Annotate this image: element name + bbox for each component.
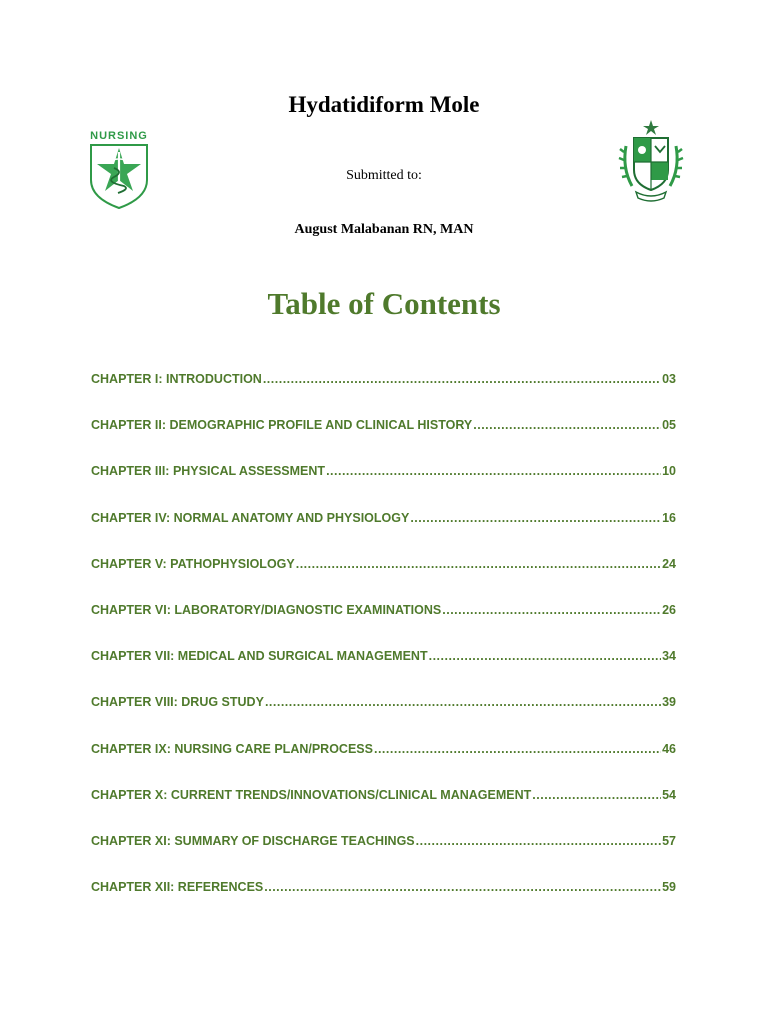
toc-entry-2[interactable] (91, 418, 676, 464)
toc-entry-11[interactable] (91, 834, 676, 880)
toc-dot-leader (410, 511, 661, 525)
toc-entry-label: CHAPTER X: CURRENT TRENDS/INNOVATIONS/CLINICAL MANAGEMENT (91, 787, 532, 802)
toc-dot-leader (265, 695, 661, 709)
toc-dot-leader (416, 834, 661, 848)
toc-dot-leader (532, 788, 661, 802)
school-seal (618, 118, 684, 206)
toc-entry-10[interactable] (91, 788, 676, 834)
toc-entry-label: CHAPTER V: PATHOPHYSIOLOGY (91, 556, 295, 571)
toc-entry-6[interactable] (91, 603, 676, 649)
toc-entry-page: 39 (662, 695, 676, 710)
toc-entry-label: CHAPTER IX: NURSING CARE PLAN/PROCESS (91, 741, 373, 756)
toc-dot-leader (296, 557, 661, 571)
toc-entry-label: CHAPTER IV: NORMAL ANATOMY AND PHYSIOLOGY (91, 510, 410, 525)
toc-entry-7[interactable] (91, 649, 676, 695)
toc-entry-label: CHAPTER III: PHYSICAL ASSESSMENT (91, 464, 326, 479)
toc-entry-3[interactable] (91, 464, 676, 510)
toc-entry-label: CHAPTER VI: LABORATORY/DIAGNOSTIC EXAMINATIONS (91, 602, 442, 617)
toc-dot-leader (429, 649, 662, 663)
toc-entry-page: 26 (662, 602, 676, 617)
toc-entry-page: 24 (662, 556, 676, 571)
toc-entry-page: 59 (662, 880, 676, 895)
toc-entry-page: 03 (662, 372, 676, 386)
toc-dot-leader (326, 464, 661, 478)
toc-list (91, 372, 676, 926)
toc-entry-label: CHAPTER I: INTRODUCTION (91, 372, 262, 386)
toc-entry-page: 10 (662, 464, 676, 479)
toc-heading: Table of Contents (267, 286, 501, 321)
toc-entry-page: 05 (662, 418, 676, 433)
toc-entry-page: 46 (662, 741, 676, 756)
toc-dot-leader (264, 880, 661, 894)
toc-entry-12[interactable] (91, 880, 676, 926)
document-title: Hydatidiform Mole (288, 92, 480, 117)
toc-entry-label: CHAPTER XII: REFERENCES (91, 880, 264, 895)
toc-entry-page: 54 (662, 787, 676, 802)
svg-text:NURSING: NURSING (90, 130, 148, 142)
toc-entry-page: 34 (662, 649, 676, 664)
toc-entry-label: CHAPTER VII: MEDICAL AND SURGICAL MANAGEMENT (91, 649, 428, 664)
toc-dot-leader (374, 742, 661, 756)
toc-entry-page: 16 (662, 510, 676, 525)
toc-entry-5[interactable] (91, 557, 676, 603)
toc-entry-9[interactable] (91, 742, 676, 788)
toc-entry-page: 57 (662, 833, 676, 848)
toc-entry-label: CHAPTER II: DEMOGRAPHIC PROFILE AND CLINICAL HISTORY (91, 418, 473, 433)
toc-dot-leader (442, 603, 661, 617)
toc-entry-label: CHAPTER XI: SUMMARY OF DISCHARGE TEACHINGS (91, 833, 415, 848)
toc-dot-leader (263, 372, 661, 386)
toc-entry-4[interactable] (91, 511, 676, 557)
toc-entry-1[interactable] (91, 372, 676, 418)
submitted-to-label: Submitted to: (346, 168, 422, 183)
toc-entry-label: CHAPTER VIII: DRUG STUDY (91, 695, 264, 710)
toc-entry-8[interactable] (91, 695, 676, 741)
toc-dot-leader (473, 418, 661, 432)
author-name: August Malabanan RN, MAN (294, 222, 474, 237)
